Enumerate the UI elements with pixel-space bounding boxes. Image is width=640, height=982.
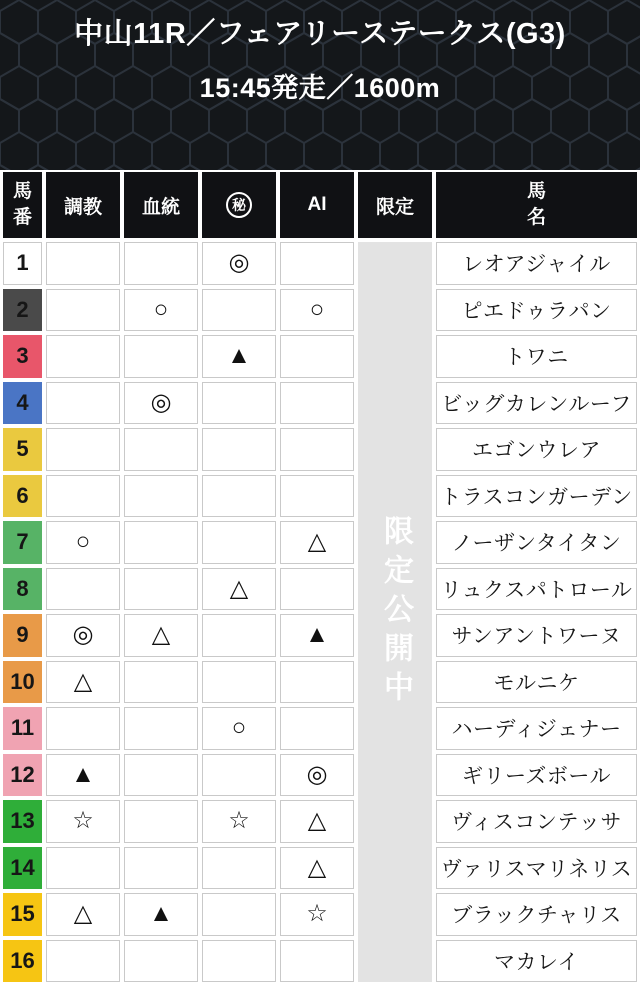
bloodline-mark	[124, 242, 198, 285]
secret-mark	[202, 940, 276, 982]
training-mark	[46, 475, 120, 518]
training-mark	[46, 335, 120, 378]
limited-overlay-text: 限定公開中	[380, 515, 410, 710]
horse-name: ギリーズボール	[436, 754, 637, 797]
bloodline-mark	[124, 428, 198, 471]
secret-mark: ▲	[202, 335, 276, 378]
secret-mark	[202, 521, 276, 564]
horse-name: マカレイ	[436, 940, 637, 982]
ai-mark: ☆	[280, 893, 354, 936]
col-header-horse-number: 馬番	[3, 172, 42, 238]
secret-mark	[202, 475, 276, 518]
secret-mark	[202, 893, 276, 936]
secret-mark: ○	[202, 707, 276, 750]
col-header-bloodline: 血統	[124, 172, 198, 238]
horse-number: 15	[3, 893, 42, 936]
ai-mark: △	[280, 800, 354, 843]
bloodline-mark	[124, 661, 198, 704]
race-title: 中山11R／フェアリーステークス(G3)	[0, 0, 640, 52]
secret-mark: △	[202, 568, 276, 611]
ai-mark: ◎	[280, 754, 354, 797]
secret-mark: ◎	[202, 242, 276, 285]
horse-name: エゴンウレア	[436, 428, 637, 471]
horse-number: 13	[3, 800, 42, 843]
secret-mark	[202, 428, 276, 471]
training-mark	[46, 242, 120, 285]
ai-mark	[280, 707, 354, 750]
horse-number: 8	[3, 568, 42, 611]
horse-name: レオアジャイル	[436, 242, 637, 285]
horse-number: 5	[3, 428, 42, 471]
secret-mark	[202, 289, 276, 332]
horse-name: ハーディジェナー	[436, 707, 637, 750]
bloodline-mark: △	[124, 614, 198, 657]
secret-mark	[202, 614, 276, 657]
col-header-horse-name: 馬名	[436, 172, 637, 238]
training-mark: ○	[46, 521, 120, 564]
ai-mark	[280, 568, 354, 611]
bloodline-mark	[124, 475, 198, 518]
ai-mark	[280, 335, 354, 378]
col-header-secret	[202, 172, 276, 238]
horse-name: トワニ	[436, 335, 637, 378]
bloodline-mark: ○	[124, 289, 198, 332]
race-banner	[0, 0, 640, 170]
prediction-table	[0, 170, 640, 982]
training-mark	[46, 568, 120, 611]
ai-mark	[280, 382, 354, 425]
training-mark: △	[46, 893, 120, 936]
training-mark: △	[46, 661, 120, 704]
horse-name: ブラックチャリス	[436, 893, 637, 936]
ai-mark: △	[280, 521, 354, 564]
training-mark: ◎	[46, 614, 120, 657]
col-header-limited: 限定	[358, 172, 432, 238]
horse-number: 11	[3, 707, 42, 750]
ai-mark	[280, 428, 354, 471]
bloodline-mark	[124, 940, 198, 982]
limited-column-overlay[interactable]	[358, 242, 432, 982]
ai-mark	[280, 242, 354, 285]
horse-name: リュクスパトロール	[436, 568, 637, 611]
horse-name: ノーザンタイタン	[436, 521, 637, 564]
training-mark	[46, 428, 120, 471]
ai-mark: ○	[280, 289, 354, 332]
horse-name: トラスコンガーデン	[436, 475, 637, 518]
bloodline-mark	[124, 847, 198, 890]
ai-mark	[280, 475, 354, 518]
horse-name: サンアントワーヌ	[436, 614, 637, 657]
col-header-ai: AI	[280, 172, 354, 238]
horse-number: 12	[3, 754, 42, 797]
bloodline-mark	[124, 335, 198, 378]
secret-mark	[202, 382, 276, 425]
bloodline-mark	[124, 707, 198, 750]
training-mark	[46, 289, 120, 332]
horse-number: 7	[3, 521, 42, 564]
horse-number: 3	[3, 335, 42, 378]
training-mark	[46, 707, 120, 750]
training-mark	[46, 382, 120, 425]
horse-name: モルニケ	[436, 661, 637, 704]
horse-name: ヴァリスマリネリス	[436, 847, 637, 890]
horse-name: ピエドゥラパン	[436, 289, 637, 332]
training-mark: ▲	[46, 754, 120, 797]
training-mark	[46, 847, 120, 890]
bloodline-mark: ◎	[124, 382, 198, 425]
secret-icon: 秘	[226, 192, 252, 218]
horse-number: 4	[3, 382, 42, 425]
bloodline-mark	[124, 568, 198, 611]
secret-mark	[202, 847, 276, 890]
horse-number: 6	[3, 475, 42, 518]
horse-number: 16	[3, 940, 42, 982]
secret-mark: ☆	[202, 800, 276, 843]
ai-mark	[280, 940, 354, 982]
bloodline-mark	[124, 754, 198, 797]
ai-mark	[280, 661, 354, 704]
secret-mark	[202, 661, 276, 704]
horse-name: ビッグカレンルーフ	[436, 382, 637, 425]
ai-mark: ▲	[280, 614, 354, 657]
secret-mark	[202, 754, 276, 797]
ai-mark: △	[280, 847, 354, 890]
horse-number: 10	[3, 661, 42, 704]
col-header-training: 調教	[46, 172, 120, 238]
horse-number: 2	[3, 289, 42, 332]
bloodline-mark: ▲	[124, 893, 198, 936]
horse-number: 14	[3, 847, 42, 890]
training-mark	[46, 940, 120, 982]
bloodline-mark	[124, 521, 198, 564]
horse-number: 9	[3, 614, 42, 657]
bloodline-mark	[124, 800, 198, 843]
horse-name: ヴィスコンテッサ	[436, 800, 637, 843]
horse-number: 1	[3, 242, 42, 285]
training-mark: ☆	[46, 800, 120, 843]
race-time-distance: 15:45発走／1600m	[0, 66, 640, 105]
